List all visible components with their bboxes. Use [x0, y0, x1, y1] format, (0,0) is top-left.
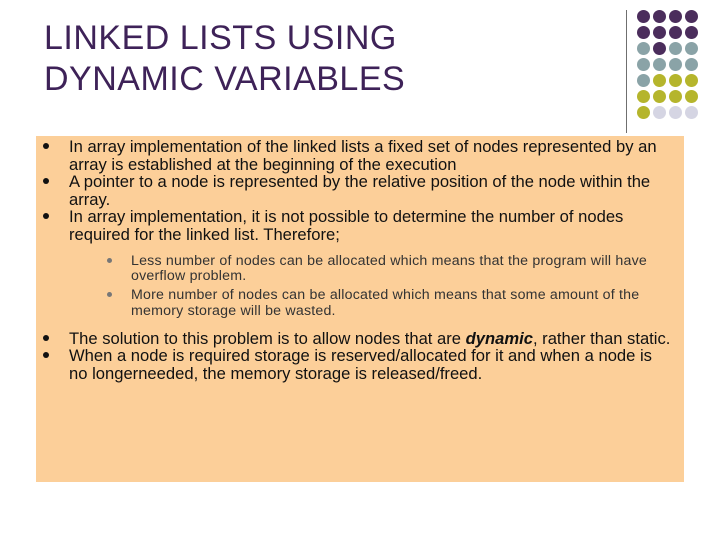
- decorative-dot-olive: [685, 90, 698, 103]
- decorative-dot-olive: [637, 90, 650, 103]
- list-item: [36, 330, 684, 348]
- bullet-text-tail: , rather than static.: [532, 328, 671, 348]
- decorative-dot-lavender: [653, 106, 666, 119]
- decorative-dot-olive: [653, 90, 666, 103]
- bullet-list: [36, 138, 684, 383]
- sub-bullet-list: [69, 254, 674, 320]
- vertical-divider: [626, 10, 627, 133]
- bullet-dot-icon: [43, 335, 49, 341]
- decorative-dot-purple: [669, 10, 682, 23]
- title-line-1: LINKED LISTS USING: [44, 19, 397, 57]
- decorative-dot-teal: [669, 58, 682, 71]
- sub-bullet-text: More number of nodes can be allocated which means that some amount of the memory storage will be wasted.: [131, 287, 640, 319]
- sub-list-item: [69, 254, 674, 286]
- bullet-dot-icon: [43, 352, 49, 358]
- decorative-dot-olive: [653, 74, 666, 87]
- decorative-dot-purple: [637, 10, 650, 23]
- bullet-text-lead: The solution to this problem is to allow nodes that are: [69, 328, 466, 348]
- slide-title: [44, 18, 405, 100]
- sub-list-item: [69, 288, 674, 320]
- sub-bullet-text: Less number of nodes can be allocated which means that the program will have overflow problem.: [131, 252, 647, 285]
- content-box: [36, 136, 684, 482]
- bullet-dot-icon: [43, 143, 49, 149]
- decorative-dot-lavender: [685, 106, 698, 119]
- decorative-dot-purple: [653, 42, 666, 55]
- sub-bullet-dot-icon: [107, 258, 112, 263]
- decorative-dot-purple: [669, 26, 682, 39]
- decorative-dot-purple: [653, 10, 666, 23]
- list-item: [36, 208, 684, 319]
- decorative-dot-teal: [685, 58, 698, 71]
- decorative-dot-teal: [637, 58, 650, 71]
- title-line-2: DYNAMIC VARIABLES: [44, 60, 406, 98]
- list-item: [36, 138, 684, 173]
- bullet-text: A pointer to a node is represented by the relative position of the node within the array.: [69, 172, 651, 209]
- bullet-dot-icon: [43, 178, 49, 184]
- decorative-dot-purple: [637, 26, 650, 39]
- emphasis-dynamic: dynamic: [465, 328, 533, 348]
- decorative-dot-lavender: [669, 106, 682, 119]
- decorative-dot-teal: [653, 58, 666, 71]
- decorative-dot-olive: [669, 74, 682, 87]
- sub-bullet-dot-icon: [107, 292, 112, 297]
- bullet-text: When a node is required storage is reserved/allocated for it and when a node is no longerneeded, the memory storage is released/freed.: [69, 346, 652, 383]
- decorative-dot-olive: [685, 74, 698, 87]
- list-item: [36, 347, 684, 382]
- decorative-dot-purple: [685, 10, 698, 23]
- decorative-dot-olive: [637, 106, 650, 119]
- decorative-dot-purple: [653, 26, 666, 39]
- bullet-dot-icon: [43, 213, 49, 219]
- bullet-text: In array implementation of the linked lists a fixed set of nodes represented by an array is established at the beginning of the execution: [69, 137, 657, 174]
- decorative-dot-teal: [637, 74, 650, 87]
- decorative-dot-olive: [669, 90, 682, 103]
- list-item: [36, 173, 684, 208]
- decorative-dot-teal: [669, 42, 682, 55]
- bullet-text: In array implementation, it is not possible to determine the number of nodes required for the linked list. Therefore;: [69, 207, 624, 244]
- decorative-dot-purple: [685, 26, 698, 39]
- decorative-dot-teal: [637, 42, 650, 55]
- decorative-dot-teal: [685, 42, 698, 55]
- decorative-dot-grid: [637, 10, 698, 119]
